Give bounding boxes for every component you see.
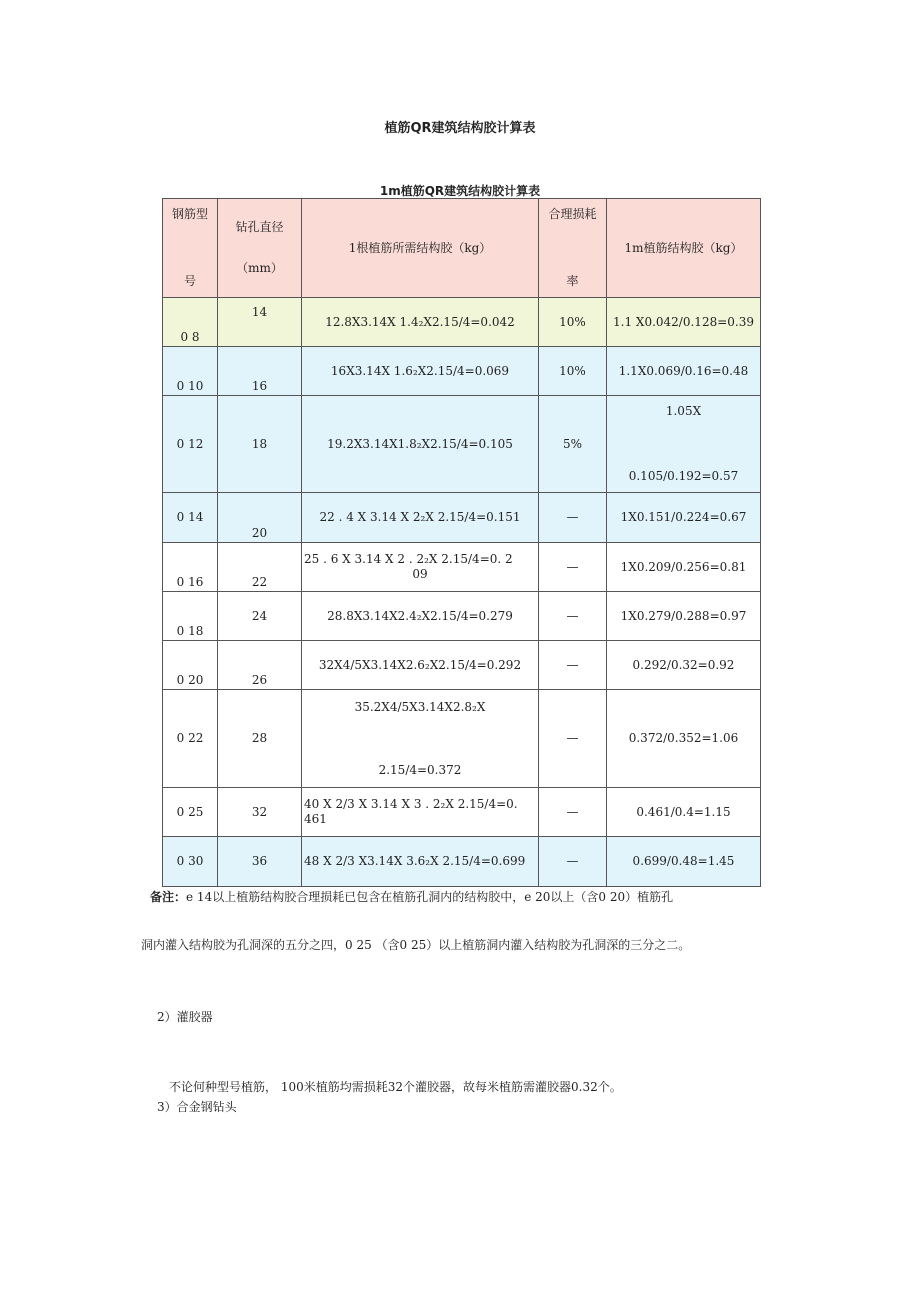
section2-paragraph: 不论何种型号植筋， 100米植筋均需损耗32个灌胶器，故每米植筋需灌胶器0.32个。 <box>169 1080 622 1094</box>
note-label: 备注： <box>150 890 187 904</box>
result-cell: 1X0.209/0.256=0.81 <box>607 543 761 592</box>
result-cell: 0.292/0.32=0.92 <box>607 641 761 690</box>
rebar-cell: 0 14 <box>163 493 218 543</box>
formula-cell: 22 . 4 X 3.14 X 2₂X 2.15/4=0.151 <box>302 493 539 543</box>
formula-cell: 19.2X3.14X1.8₂X2.15/4=0.105 <box>302 396 539 493</box>
note-line2: 洞内灌入结构胶为孔洞深的五分之四，0 25 （含0 25）以上植筋洞内灌入结构胶为孔洞深的三分之二。 <box>141 938 691 952</box>
header-glue-per-bar: 1根植筋所需结构胶（kg） <box>302 199 539 298</box>
rebar-cell: 0 22 <box>163 690 218 788</box>
table-note <box>150 888 673 905</box>
result-cell: 1.05X 0.105/0.192=0.57 <box>607 396 761 493</box>
formula-cell: 35.2X4/5X3.14X2.8₂X 2.15/4=0.372 <box>302 690 539 788</box>
hole-cell: 28 <box>218 690 302 788</box>
rebar-cell: 0 8 <box>163 298 218 347</box>
formula-cell: 32X4/5X3.14X2.6₂X2.15/4=0.292 <box>302 641 539 690</box>
result-cell: 0.372/0.352=1.06 <box>607 690 761 788</box>
loss-cell: — <box>539 788 607 837</box>
section3-heading: 3）合金钢钻头 <box>157 1100 237 1114</box>
rebar-cell: 0 30 <box>163 837 218 887</box>
hole-cell: 20 <box>218 493 302 543</box>
table-row <box>163 837 761 887</box>
hole-cell: 18 <box>218 396 302 493</box>
table-header-row <box>163 199 761 298</box>
result-cell: 1X0.151/0.224=0.67 <box>607 493 761 543</box>
hole-cell: 16 <box>218 347 302 396</box>
loss-cell: 10% <box>539 347 607 396</box>
table-row <box>163 396 761 493</box>
table-row <box>163 592 761 641</box>
table-row <box>163 493 761 543</box>
result-cell: 0.461/0.4=1.15 <box>607 788 761 837</box>
formula-cell: 16X3.14X 1.6₂X2.15/4=0.069 <box>302 347 539 396</box>
formula-cell: 48 X 2/3 X3.14X 3.6₂X 2.15/4=0.699 <box>302 837 539 887</box>
hole-cell: 14 <box>218 298 302 347</box>
formula-cell: 28.8X3.14X2.4₂X2.15/4=0.279 <box>302 592 539 641</box>
document-title: 植筋QR建筑结构胶计算表 <box>384 121 536 136</box>
rebar-cell: 0 25 <box>163 788 218 837</box>
loss-cell: — <box>539 837 607 887</box>
loss-cell: — <box>539 493 607 543</box>
loss-cell: 10% <box>539 298 607 347</box>
loss-cell: — <box>539 641 607 690</box>
table-row <box>163 641 761 690</box>
result-cell: 1.1 X0.042/0.128=0.39 <box>607 298 761 347</box>
hole-cell: 26 <box>218 641 302 690</box>
header-hole-diameter: 钻孔直径 （mm） <box>218 199 302 298</box>
rebar-cell: 0 20 <box>163 641 218 690</box>
loss-cell: — <box>539 592 607 641</box>
table-row <box>163 298 761 347</box>
formula-cell: 12.8X3.14X 1.4₂X2.15/4=0.042 <box>302 298 539 347</box>
hole-cell: 32 <box>218 788 302 837</box>
note-line1: e 14以上植筋结构胶合理损耗已包含在植筋孔洞内的结构胶中，e 20以上（含0 20）植筋孔 <box>186 890 674 904</box>
loss-cell: — <box>539 543 607 592</box>
rebar-cell: 0 16 <box>163 543 218 592</box>
formula-cell: 25 . 6 X 3.14 X 2 . 2₂X 2.15/4=0. 2 09 <box>302 543 539 592</box>
table-row <box>163 788 761 837</box>
result-cell: 0.699/0.48=1.45 <box>607 837 761 887</box>
result-cell: 1X0.279/0.288=0.97 <box>607 592 761 641</box>
loss-cell: — <box>539 690 607 788</box>
glue-calc-table <box>162 198 761 887</box>
hole-cell: 24 <box>218 592 302 641</box>
header-rebar: 钢筋型 号 <box>163 199 218 298</box>
hole-cell: 36 <box>218 837 302 887</box>
rebar-cell: 0 12 <box>163 396 218 493</box>
formula-cell: 40 X 2/3 X 3.14 X 3 . 2₂X 2.15/4=0. 461 <box>302 788 539 837</box>
section2-heading: 2）灌胶器 <box>157 1010 213 1024</box>
rebar-cell: 0 18 <box>163 592 218 641</box>
hole-cell: 22 <box>218 543 302 592</box>
header-glue-per-meter: 1m植筋结构胶（kg） <box>607 199 761 298</box>
rebar-cell: 0 10 <box>163 347 218 396</box>
header-loss-rate: 合理损耗 率 <box>539 199 607 298</box>
table-row <box>163 543 761 592</box>
table-row <box>163 690 761 788</box>
loss-cell: 5% <box>539 396 607 493</box>
table-row <box>163 347 761 396</box>
result-cell: 1.1X0.069/0.16=0.48 <box>607 347 761 396</box>
table-caption: 1m植筋QR建筑结构胶计算表 <box>379 184 541 198</box>
